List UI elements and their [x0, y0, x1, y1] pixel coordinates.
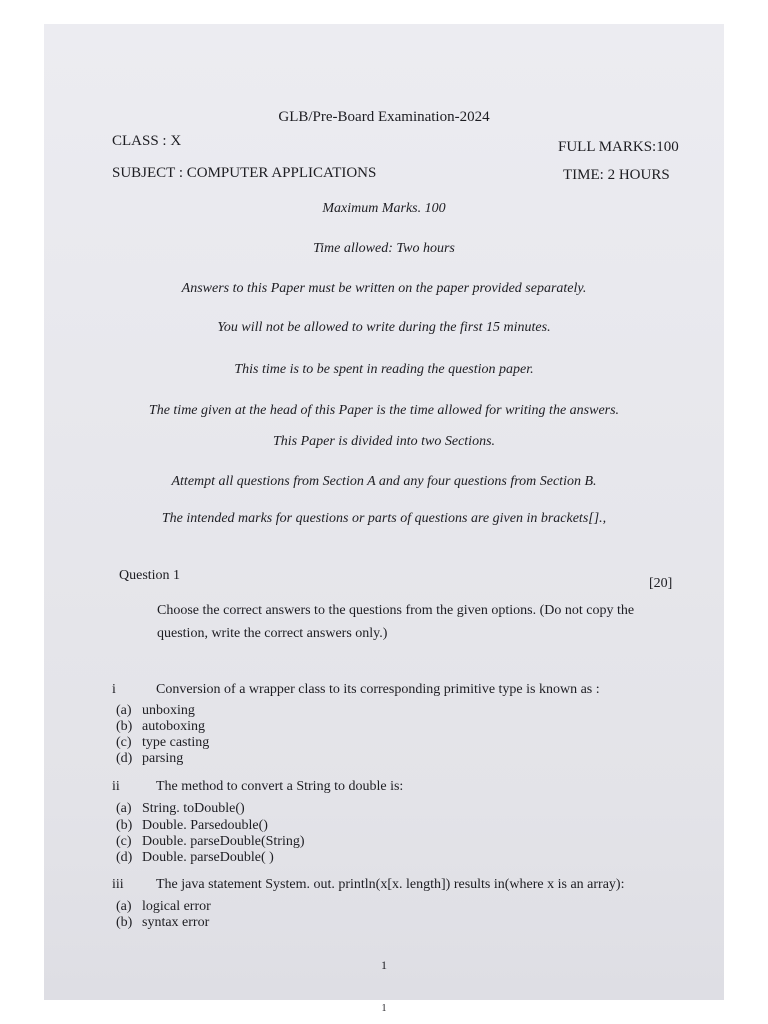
exam-page	[44, 24, 724, 1000]
time-label: TIME: 2 HOURS	[563, 167, 670, 183]
option-text: autoboxing	[142, 719, 205, 734]
instruction-first-15-minutes: You will not be allowed to write during the first 15 minutes.	[217, 320, 551, 335]
option-label: (b)	[116, 818, 133, 833]
instruction-intended-marks: The intended marks for questions or parts of questions are given in brackets[].,	[161, 511, 607, 526]
option-label: (d)	[116, 850, 133, 865]
option-text: unboxing	[142, 703, 195, 718]
option-text: type casting	[142, 735, 210, 750]
full-marks: FULL MARKS:100	[558, 139, 679, 155]
option-iii-b	[116, 916, 209, 930]
question-1-intro-line-2: question, write the correct answers only.)	[157, 626, 388, 641]
instruction-answers-paper: Answers to this Paper must be written on the paper provided separately.	[181, 281, 587, 296]
option-i-b	[116, 720, 205, 734]
option-label: (d)	[116, 751, 133, 766]
option-text: syntax error	[142, 915, 210, 930]
instruction-time-allowed: Time allowed: Two hours	[313, 241, 455, 256]
item-i-number: i	[112, 682, 116, 697]
instruction-reading-time: This time is to be spent in reading the question paper.	[234, 362, 534, 377]
option-label: (a)	[116, 899, 132, 914]
option-label: (b)	[116, 915, 133, 930]
option-i-d	[116, 752, 183, 766]
page-number: 1	[381, 958, 387, 972]
option-ii-c	[116, 835, 305, 849]
instruction-two-sections: This Paper is divided into two Sections.	[272, 434, 496, 449]
option-label: (c)	[116, 834, 132, 849]
item-i-question: Conversion of a wrapper class to its corresponding primitive type is known as :	[156, 682, 600, 697]
option-label: (b)	[116, 719, 133, 734]
option-label: (a)	[116, 801, 132, 816]
item-iii-number: iii	[112, 877, 124, 892]
subject-label: SUBJECT : COMPUTER APPLICATIONS	[112, 165, 377, 181]
option-label: (a)	[116, 703, 132, 718]
item-ii-question: The method to convert a String to double is:	[156, 779, 404, 794]
footer-page-mark: 1	[381, 1003, 387, 1014]
option-text: Double. parseDouble( )	[142, 850, 274, 865]
option-ii-a	[116, 802, 245, 816]
question-1-label: Question 1	[119, 568, 181, 583]
option-text: Double. Parsedouble()	[142, 818, 268, 833]
instruction-max-marks: Maximum Marks. 100	[322, 201, 446, 216]
question-1-intro-line-1: Choose the correct answers to the questions from the given options. (Do not copy the	[157, 603, 635, 618]
option-text: logical error	[142, 899, 211, 914]
instruction-attempt-questions: Attempt all questions from Section A and any four questions from Section B.	[171, 474, 597, 489]
instruction-time-given: The time given at the head of this Paper is the time allowed for writing the answers.	[148, 403, 620, 418]
option-ii-d	[116, 851, 274, 865]
exam-title: GLB/Pre-Board Examination-2024	[278, 109, 490, 125]
option-ii-b	[116, 819, 268, 833]
option-i-c	[116, 736, 209, 750]
class-label: CLASS : X	[112, 133, 182, 149]
option-text: parsing	[142, 751, 184, 766]
option-iii-a	[116, 900, 211, 914]
question-1-marks: [20]	[649, 576, 673, 591]
option-text: Double. parseDouble(String)	[142, 834, 305, 849]
item-iii-question: The java statement System. out. println(x[x. length]) results in(where x is an array):	[156, 877, 625, 892]
option-text: String. toDouble()	[142, 801, 245, 816]
option-label: (c)	[116, 735, 132, 750]
item-ii-number: ii	[112, 779, 120, 794]
option-i-a	[116, 704, 195, 718]
